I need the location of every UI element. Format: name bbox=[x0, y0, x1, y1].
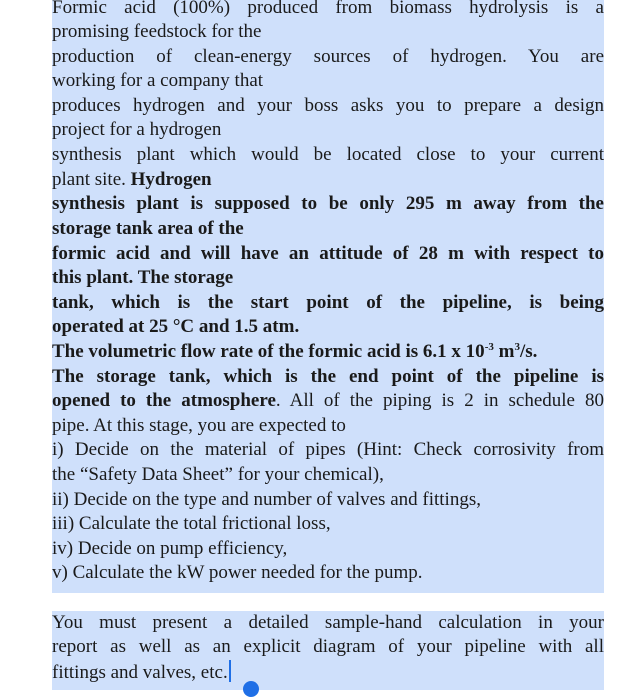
text-cursor bbox=[229, 660, 231, 682]
text-line: this plant. The storage bbox=[52, 267, 234, 288]
text-line: You must present a detailed sample-hand calculation in your bbox=[52, 612, 604, 633]
text-line: The storage tank, which is the end point of the pipeline is bbox=[52, 366, 604, 387]
text-line: working for a company that bbox=[52, 70, 264, 91]
text-line: ii) Decide on the type and number of valves and fittings, bbox=[52, 489, 481, 510]
text-line: the “Safety Data Sheet” for your chemical), bbox=[52, 464, 384, 485]
text-run: . All of the piping is 2 in schedule 80 bbox=[275, 390, 604, 411]
exponent: 3 bbox=[514, 341, 520, 353]
text-line: i) Decide on the material of pipes (Hint: Check corrosivity from bbox=[52, 439, 604, 460]
text-line: project for a hydrogen bbox=[52, 119, 222, 140]
text-line: Formic acid (100%) produced from biomass hydrolysis is a bbox=[52, 0, 604, 18]
text-line: synthesis plant which would be located close to your current bbox=[52, 144, 604, 165]
text-line: produces hydrogen and your boss asks you to prepare a design bbox=[52, 95, 604, 116]
text-run: The volumetric flow rate of the formic acid is 6.1 x 10 bbox=[52, 341, 485, 362]
text-run: fittings and valves, etc. bbox=[52, 662, 228, 683]
text-line: report as well as an explicit diagram of your pipeline with all bbox=[52, 636, 604, 657]
text-line: v) Calculate the kW power needed for the pump. bbox=[52, 562, 423, 583]
text-line: tank, which is the start point of the pipeline, is being bbox=[52, 292, 604, 313]
text-run: plant site. bbox=[52, 169, 131, 190]
document-body[interactable] bbox=[52, 0, 604, 700]
text-run-bold: opened to the atmosphere bbox=[52, 390, 276, 411]
text-run: /s. bbox=[519, 341, 538, 362]
text-line: storage tank area of the bbox=[52, 218, 244, 239]
selection-handle[interactable] bbox=[243, 681, 259, 697]
text-run: m bbox=[493, 341, 515, 362]
text-line: production of clean-energy sources of hydrogen. You are bbox=[52, 46, 604, 67]
text-line bbox=[52, 340, 604, 365]
exponent: -3 bbox=[484, 341, 494, 353]
text-line: iv) Decide on pump efficiency, bbox=[52, 538, 288, 559]
text-line: synthesis plant is supposed to be only 295 m away from the bbox=[52, 193, 604, 214]
text-line: operated at 25 °C and 1.5 atm. bbox=[52, 316, 300, 337]
text-line: iii) Calculate the total frictional loss, bbox=[52, 513, 331, 534]
text-line bbox=[52, 389, 604, 414]
text-line: pipe. At this stage, you are expected to bbox=[52, 415, 346, 436]
text-run-bold: Hydrogen bbox=[130, 169, 212, 190]
text-line bbox=[52, 168, 604, 193]
text-line bbox=[52, 660, 604, 685]
text-line: promising feedstock for the bbox=[52, 21, 262, 42]
text-line: formic acid and will have an attitude of 28 m with respect to bbox=[52, 243, 604, 264]
